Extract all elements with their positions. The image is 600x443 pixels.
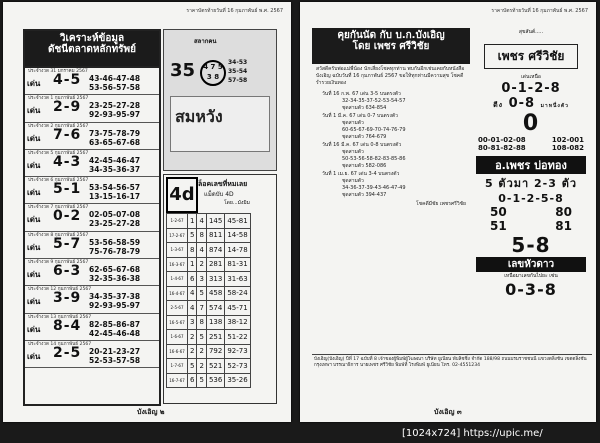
fourd-triple: 281 bbox=[206, 257, 224, 272]
stock-row-n1: 43-46-47-48 bbox=[89, 74, 141, 83]
stock-row bbox=[25, 150, 159, 177]
fourd-pair: 45-81 bbox=[225, 214, 250, 229]
chat-line: วันที่ 16 มี.ค. 67 เด่น 0-8 บนตรงตัว bbox=[322, 141, 402, 148]
stock-row bbox=[25, 286, 159, 313]
stock-row-n2: 42-45-46-48 bbox=[89, 328, 141, 338]
stock-row-n2: 34-35-36-37 bbox=[89, 164, 141, 174]
stock-row-tag: เด่น bbox=[27, 188, 41, 198]
stock-row-n2: 63-65-67-68 bbox=[89, 137, 141, 147]
fourd-digit-a: 1 bbox=[188, 214, 197, 229]
chat-line: ชุดสามตัว 764-679 bbox=[342, 133, 387, 140]
fourd-digit-b: 2 bbox=[197, 344, 206, 359]
stock-row-tag: เด่น bbox=[27, 242, 41, 252]
fourd-pair: 14-78 bbox=[225, 243, 250, 258]
fourd-row bbox=[167, 243, 251, 258]
fourd-date: 16-7-67 bbox=[167, 373, 188, 388]
tips-line1: 0-1-2-8 bbox=[501, 81, 561, 96]
stock-row-n1: 73-75-78-79 bbox=[89, 128, 141, 138]
stock-row-big: 3-9 bbox=[53, 290, 82, 307]
fourd-digit-b: 4 bbox=[197, 243, 206, 258]
advert-box bbox=[163, 29, 277, 171]
fourd-triple: 574 bbox=[206, 301, 224, 316]
chat-line: ชุดสามตัว bbox=[342, 148, 364, 155]
chat-box-title: คุยกันนัด กับ บ.ก.บังเอิญ โดย เพชร ศรีวิชัย bbox=[312, 28, 470, 64]
fourd-pair: 51-22 bbox=[225, 330, 250, 345]
fourd-digit-b: 3 bbox=[197, 272, 206, 287]
fourd-triple: 251 bbox=[206, 330, 224, 345]
stock-row bbox=[25, 341, 159, 368]
fourd-date: 16-5-67 bbox=[167, 315, 188, 330]
stock-row-tag: เด่น bbox=[27, 297, 41, 307]
chat-line: ชุดสามตัว bbox=[342, 119, 364, 126]
advert-circle: 4 7 5 3 8 bbox=[200, 60, 226, 86]
stock-row bbox=[25, 204, 159, 231]
section2-line2: 0-1-2-5-8 bbox=[498, 192, 564, 205]
fourd-row bbox=[167, 373, 251, 388]
stock-row-tag: เด่น bbox=[27, 324, 41, 334]
stock-row-date: ประจำงวด 8 กุมภาพันธ์ 2567 bbox=[28, 232, 89, 238]
fourd-digit-a: 2 bbox=[188, 330, 197, 345]
section2-pairs-row2: 51 81 bbox=[490, 219, 572, 233]
fourd-pair: 38-12 bbox=[225, 315, 250, 330]
fourd-pair: 14-58 bbox=[225, 228, 250, 243]
stock-row-n1: 34-35-37-38 bbox=[89, 292, 141, 302]
fourd-row bbox=[167, 301, 251, 316]
section2-title: อ.เพชร บ่อทอง bbox=[476, 156, 586, 174]
fourd-date: 16-4-67 bbox=[167, 286, 188, 301]
stock-row-date: ประจำงวด 6 กุมภาพันธ์ 2567 bbox=[28, 178, 89, 184]
stock-row-tag: เด่น bbox=[27, 160, 41, 170]
stock-row-big: 4-3 bbox=[53, 153, 82, 170]
magazine-cover bbox=[170, 96, 270, 152]
tips-title: เพชร ศรีวิชัย bbox=[484, 44, 578, 69]
stock-row-date: ประจำงวด 13 กุมภาพันธ์ 2567 bbox=[28, 314, 92, 320]
fourd-triple: 458 bbox=[206, 286, 224, 301]
stock-row-n2: 13-15-16-17 bbox=[89, 192, 141, 202]
fourd-pair: 31-63 bbox=[225, 272, 250, 287]
tips-sub1: เด่นเหนือ bbox=[521, 74, 541, 80]
chat-line: ชุดสามตัว 634-854 bbox=[342, 104, 387, 111]
stock-row-n2: 52-53-57-58 bbox=[89, 355, 141, 365]
stock-row-n1: 62-65-67-68 bbox=[89, 265, 141, 275]
chat-line: 32-34-35-37-52-53-54-57 bbox=[342, 97, 406, 104]
stock-row-tag: เด่น bbox=[27, 351, 41, 361]
chat-paragraph: สวัสดีครับพ่อแม่พี่น้อง นักเสี่ยงโชคทุกท่าน พบกันอีกเช่นเคยกับหนังสือบังเอิญ ฉบับวันที่ 16 กุมภาพันธ์ 2567 ขอให้ทุกท่านมีความสุข โชคดี ร่ำรวยเงินทอง bbox=[316, 66, 465, 87]
fourd-author: โดย...มังมิม bbox=[224, 200, 250, 206]
imprint-footer: บังเอิญ(บังเอิญ) ปีที่ 17 ฉบับที่ 8 เจ้าของผู้พิมพ์ผู้โฆษณา บริษัท ยูเนียน พับลิชชิ่ง จำกัด 188/98 ถนนบรมราชชนนี แขวงตลิ่งชัน เขตตลิ่งชัน กรุงเทพฯ บรรณาธิการ นายเพชร ศรีวิชัย พิมพ์ที่ โรงพิมพ์ ยูเนียน โทร. 02-4551234 bbox=[312, 354, 592, 409]
tips-column bbox=[476, 28, 586, 404]
chat-line: 50-53-56-58-82-83-85-86 bbox=[342, 155, 406, 162]
fourd-triple: 792 bbox=[206, 344, 224, 359]
chat-lines bbox=[312, 91, 470, 199]
fourd-digit-a: 5 bbox=[188, 359, 197, 374]
section2-big: 5-8 bbox=[511, 233, 551, 257]
chat-line: วันที่ 16 ก.พ. 67 เด่น 3-5 บนตรงตัว bbox=[322, 90, 401, 97]
fourd-date: 1-3-67 bbox=[167, 243, 188, 258]
left-page-number: บังเอิญ ๒ bbox=[137, 408, 165, 416]
fourd-triple: 521 bbox=[206, 359, 224, 374]
stock-row-date: ประจำงวด 31 มกราคม 2567 bbox=[28, 69, 88, 74]
advert-big-number: 35 bbox=[170, 60, 196, 81]
fourd-digit-b: 7 bbox=[197, 301, 206, 316]
stock-row-n2: 32-35-36-38 bbox=[89, 274, 141, 284]
stock-row-n2: 75-76-78-79 bbox=[89, 246, 141, 256]
chat-line: ชุดสามตัว bbox=[342, 177, 364, 184]
right-page-number: บังเอิญ ๓ bbox=[434, 408, 462, 416]
fourd-row bbox=[167, 272, 251, 287]
fourd-pair: 92-73 bbox=[225, 344, 250, 359]
fourd-date: 2-5-67 bbox=[167, 301, 188, 316]
stock-row-big: 5-7 bbox=[53, 235, 82, 252]
left-page bbox=[3, 2, 291, 422]
stock-row-big: 4-5 bbox=[53, 72, 82, 88]
chat-line: ชุดสามตัว 582-086 bbox=[342, 162, 387, 169]
tips-pairs-row2: 80-81-82-88 108-082 bbox=[478, 144, 584, 152]
fourd-digit-b: 5 bbox=[197, 373, 206, 388]
fourd-row bbox=[167, 257, 251, 272]
stock-row-n2: 53-56-57-58 bbox=[89, 83, 141, 92]
stock-row-n2: 23-25-27-28 bbox=[89, 219, 141, 229]
stock-row-n2: 92-93-95-97 bbox=[89, 301, 141, 311]
fourd-digit-b: 4 bbox=[197, 214, 206, 229]
stock-row-tag: เด่น bbox=[27, 270, 41, 280]
fourd-digit-b: 8 bbox=[197, 315, 206, 330]
fourd-digit-a: 8 bbox=[188, 243, 197, 258]
section2-line1: 5 ตัวมา 2-3 ตัว bbox=[484, 177, 578, 190]
fourd-pair: 35-26 bbox=[225, 373, 250, 388]
fourd-triple: 811 bbox=[206, 228, 224, 243]
stock-box-title: วิเคราะห์ข้อมูล ดัชนีตลาดหลักทรัพย์ bbox=[25, 31, 159, 68]
fourd-date: 16-3-67 bbox=[167, 257, 188, 272]
fourd-row bbox=[167, 330, 251, 345]
chat-line: 34-36-37-39-43-46-47-49 bbox=[342, 184, 406, 191]
fourd-digit-a: 4 bbox=[188, 301, 197, 316]
section3-title: เลขหัวดาว bbox=[476, 257, 586, 272]
stock-row-date: ประจำงวด 2 กุมภาพันธ์ 2567 bbox=[28, 123, 89, 129]
stock-row-date: ประจำงวด 1 กุมภาพันธ์ 2567 bbox=[28, 96, 89, 102]
fourd-date: 1-7-67 bbox=[167, 359, 188, 374]
fourd-date: 17-2-67 bbox=[167, 228, 188, 243]
fourd-triple: 536 bbox=[206, 373, 224, 388]
section3-line: 0-3-8 bbox=[505, 280, 557, 299]
fourd-triple: 313 bbox=[206, 272, 224, 287]
stock-row-date: ประจำงวด 7 กุมภาพันธ์ 2567 bbox=[28, 205, 89, 211]
fourd-triple: 145 bbox=[206, 214, 224, 229]
fourd-pair: 58-24 bbox=[225, 286, 250, 301]
stock-row-n1: 23-25-27-28 bbox=[89, 101, 141, 111]
stock-row-big: 6-3 bbox=[53, 263, 82, 280]
stock-row-n1: 53-56-58-59 bbox=[89, 237, 141, 247]
stock-row bbox=[25, 123, 159, 150]
fourd-digit-a: 6 bbox=[188, 373, 197, 388]
fourd-row bbox=[167, 214, 251, 229]
fourd-logo: 4d bbox=[166, 177, 198, 213]
advert-pairs: 34-53 35-54 57-58 bbox=[228, 59, 248, 84]
fourd-digit-a: 4 bbox=[188, 286, 197, 301]
fourd-digit-b: 8 bbox=[197, 228, 206, 243]
fourd-digit-a: 6 bbox=[188, 272, 197, 287]
right-page-header: ราคาบัตรท้ายวันที่ 16 กุมภาพันธ์ พ.ศ. 2567 bbox=[491, 8, 588, 14]
fourd-pair: 81-31 bbox=[225, 257, 250, 272]
chat-signature: โชคดีมีชัย เพชรศรีวิชัย bbox=[416, 200, 466, 207]
watermark-text: [1024x724] https://upic.me/ bbox=[402, 428, 543, 439]
fourd-date: 16-6-67 bbox=[167, 344, 188, 359]
stock-row bbox=[25, 314, 159, 341]
stock-row-date: ประจำงวด 9 กุมภาพันธ์ 2567 bbox=[28, 260, 89, 266]
right-page bbox=[300, 2, 596, 422]
stock-row bbox=[25, 68, 159, 95]
stock-row-big: 2-9 bbox=[53, 99, 82, 116]
stock-row-n1: 82-85-86-87 bbox=[89, 319, 141, 329]
fourd-row bbox=[167, 344, 251, 359]
stock-row-n1: 20-21-23-27 bbox=[89, 346, 141, 356]
stock-row-date: ประจำงวด 14 กุมภาพันธ์ 2567 bbox=[28, 341, 92, 347]
chat-line: วันที่ 1 เม.ย. 67 เด่น 3-4 บนตรงตัว bbox=[322, 170, 400, 177]
fourd-digit-a: 5 bbox=[188, 228, 197, 243]
tips-big-zero: 0 bbox=[522, 111, 540, 136]
chat-line: 60-65-67-69-70-74-76-79 bbox=[342, 126, 406, 133]
fourd-box bbox=[163, 174, 277, 404]
tips-line2: ตีง 0-8 มาหนึ่งตัว bbox=[493, 96, 569, 111]
fourd-row bbox=[167, 228, 251, 243]
fourd-date: 1-2-67 bbox=[167, 214, 188, 229]
stock-row bbox=[25, 232, 159, 259]
fourd-triple: 874 bbox=[206, 243, 224, 258]
chat-line: วันที่ 1 มี.ค. 67 เด่น 0-7 บนตรงตัว bbox=[322, 112, 398, 119]
stock-row-date: ประจำงวด 12 กุมภาพันธ์ 2567 bbox=[28, 287, 92, 293]
fourd-pair: 45-71 bbox=[225, 301, 250, 316]
fourd-row bbox=[167, 286, 251, 301]
fourd-digit-b: 2 bbox=[197, 359, 206, 374]
fourd-date: 1-4-67 bbox=[167, 272, 188, 287]
fourd-row bbox=[167, 315, 251, 330]
stock-row-n1: 02-05-07-08 bbox=[89, 210, 141, 220]
fourd-triple: 138 bbox=[206, 315, 224, 330]
stock-row-big: 0-2 bbox=[53, 208, 82, 225]
left-page-header: ราคาบัตรท้ายวันที่ 16 กุมภาพันธ์ พ.ศ. 2567 bbox=[186, 8, 283, 14]
section2-pairs-row1: 50 80 bbox=[490, 205, 572, 219]
chat-column bbox=[312, 28, 470, 404]
magazine-title: สมหวัง bbox=[175, 107, 223, 126]
stock-row-tag: เด่น bbox=[27, 215, 41, 225]
fourd-pair: 52-73 bbox=[225, 359, 250, 374]
advert-brand: สลากคน bbox=[194, 38, 217, 45]
fourd-digit-a: 3 bbox=[188, 315, 197, 330]
chat-line: ชุดสามตัว 394-437 bbox=[342, 191, 387, 198]
stock-row-n1: 53-54-56-57 bbox=[89, 183, 141, 193]
tips-pairs-row1: 00-01-02-08 102-001 bbox=[478, 136, 584, 144]
tips-greeting: สุขสันต์..... bbox=[518, 29, 544, 35]
stock-row-tag: เด่น bbox=[27, 106, 41, 116]
fourd-title: ล็อคเลขที่หมเลย bbox=[198, 180, 248, 188]
stock-row bbox=[25, 95, 159, 122]
stock-row-tag: เด่น bbox=[27, 133, 41, 143]
fourd-date: 1-6-67 bbox=[167, 330, 188, 345]
stock-row-big: 7-6 bbox=[53, 126, 82, 143]
fourd-digit-b: 5 bbox=[197, 330, 206, 345]
stock-row-big: 8-4 bbox=[53, 317, 82, 334]
fourd-table bbox=[166, 213, 251, 388]
section3-sub: เหนือมาเลขกันไปยะ เซ่น bbox=[504, 273, 558, 279]
stock-row-n1: 42-45-46-47 bbox=[89, 155, 141, 165]
fourd-digit-a: 1 bbox=[188, 257, 197, 272]
fourd-digit-b: 2 bbox=[197, 257, 206, 272]
stock-row-n2: 92-93-95-97 bbox=[89, 110, 141, 120]
stock-row bbox=[25, 177, 159, 204]
stock-row-big: 5-1 bbox=[53, 181, 82, 198]
stock-row bbox=[25, 259, 159, 286]
stock-analysis-box bbox=[23, 29, 161, 406]
fourd-row bbox=[167, 359, 251, 374]
fourd-digit-a: 2 bbox=[188, 344, 197, 359]
fourd-subtitle: แม็ดบับ 4D bbox=[204, 191, 234, 198]
stock-row-date: ประจำงวด 5 กุมภาพันธ์ 2567 bbox=[28, 150, 89, 156]
stock-row-big: 2-5 bbox=[53, 344, 82, 361]
fourd-digit-b: 5 bbox=[197, 286, 206, 301]
stock-row-tag: เด่น bbox=[27, 79, 41, 88]
